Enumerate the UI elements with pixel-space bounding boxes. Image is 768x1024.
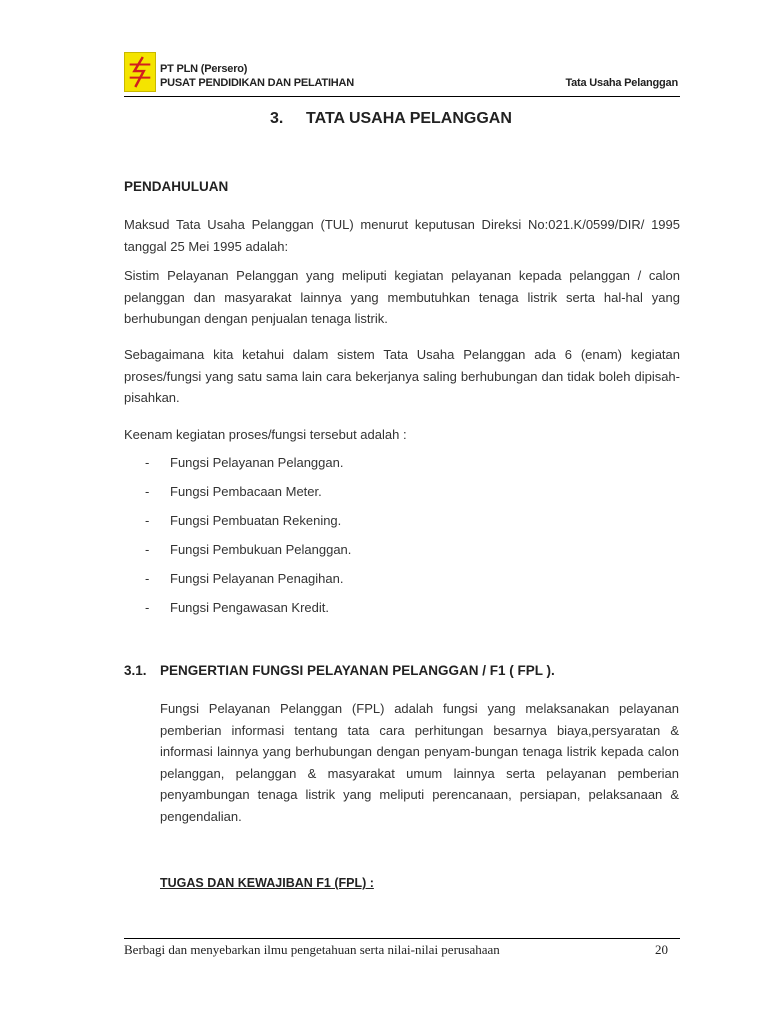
- list-item: [145, 511, 351, 540]
- page-number: 20: [655, 942, 668, 957]
- org-name: PT PLN (Persero): [160, 63, 248, 75]
- org-unit: PUSAT PENDIDIKAN DAN PELATIHAN: [160, 77, 355, 89]
- bullet: -: [145, 455, 150, 470]
- intro-heading: PENDAHULUAN: [124, 179, 229, 194]
- lightning-icon: [125, 53, 155, 91]
- list-item-text: Fungsi Pembacaan Meter.: [170, 484, 322, 499]
- intro-paragraph-2: Sistim Pelayanan Pelanggan yang meliputi kegiatan pelayanan kepada pelanggan / calon pelanggan dan masyarakat lainnya yang membutuhkan tenaga listrik serta hal-hal yang berhubungan dengan penjualan tenaga listrik.: [124, 268, 680, 326]
- section-title: PENGERTIAN FUNGSI PELAYANAN PELANGGAN / F1 ( FPL ).: [160, 663, 555, 678]
- intro-paragraph-1: Maksud Tata Usaha Pelanggan (TUL) menurut keputusan Direksi No:021.K/0599/DIR/ 1995 tanggal 25 Mei 1995 adalah:: [124, 217, 680, 254]
- page-header: [124, 50, 680, 97]
- section-number: 3.1.: [124, 663, 147, 678]
- list-item-text: Fungsi Pelayanan Penagihan.: [170, 571, 344, 586]
- document-title: Tata Usaha Pelanggan: [565, 77, 678, 89]
- chapter-number: 3.: [270, 110, 284, 127]
- list-item: [145, 540, 351, 569]
- list-item-text: Fungsi Pembuatan Rekening.: [170, 513, 342, 528]
- footer-tagline: Berbagi dan menyebarkan ilmu pengetahuan serta nilai-nilai perusahaan: [124, 942, 500, 957]
- page-footer: [124, 938, 680, 957]
- bullet: -: [145, 542, 150, 557]
- bullet: -: [145, 571, 150, 586]
- duties-subheading: TUGAS DAN KEWAJIBAN F1 (FPL) :: [160, 876, 374, 890]
- chapter-heading: [270, 110, 512, 128]
- bullet: -: [145, 600, 150, 615]
- pln-logo-icon: [124, 52, 156, 92]
- section-body: Fungsi Pelayanan Pelanggan (FPL) adalah fungsi yang melaksanakan pelayanan pemberian informasi tentang tata cara perhitungan besarnya biaya,persyaratan & informasi lainnya yang berhubungan dengan penyam-bungan tenaga listrik kepada calon pelanggan, pelanggan & masyarakat umum lainnya serta pelayanan pemberian penyambungan tenaga listrik yang meliputi perencanaan, persiapan, pelaksanaan & pengendalian.: [160, 701, 679, 824]
- intro-paragraph-4: Keenam kegiatan proses/fungsi tersebut adalah :: [124, 427, 407, 442]
- list-item-text: Fungsi Pelayanan Pelanggan.: [170, 455, 344, 470]
- list-item: [145, 482, 351, 511]
- bullet: -: [145, 484, 150, 499]
- intro-paragraph-3: Sebagaimana kita ketahui dalam sistem Tata Usaha Pelanggan ada 6 (enam) kegiatan proses/fungsi yang satu sama lain cara bekerjanya saling berhubungan dan tidak boleh dipisah-pisahkan.: [124, 347, 680, 405]
- list-item-text: Fungsi Pengawasan Kredit.: [170, 600, 329, 615]
- section-heading: [124, 663, 555, 678]
- list-item: [145, 453, 351, 482]
- list-item-text: Fungsi Pembukuan Pelanggan.: [170, 542, 352, 557]
- list-item: [145, 598, 351, 627]
- function-list: [145, 453, 351, 627]
- list-item: [145, 569, 351, 598]
- bullet: -: [145, 513, 150, 528]
- chapter-title: TATA USAHA PELANGGAN: [306, 110, 512, 127]
